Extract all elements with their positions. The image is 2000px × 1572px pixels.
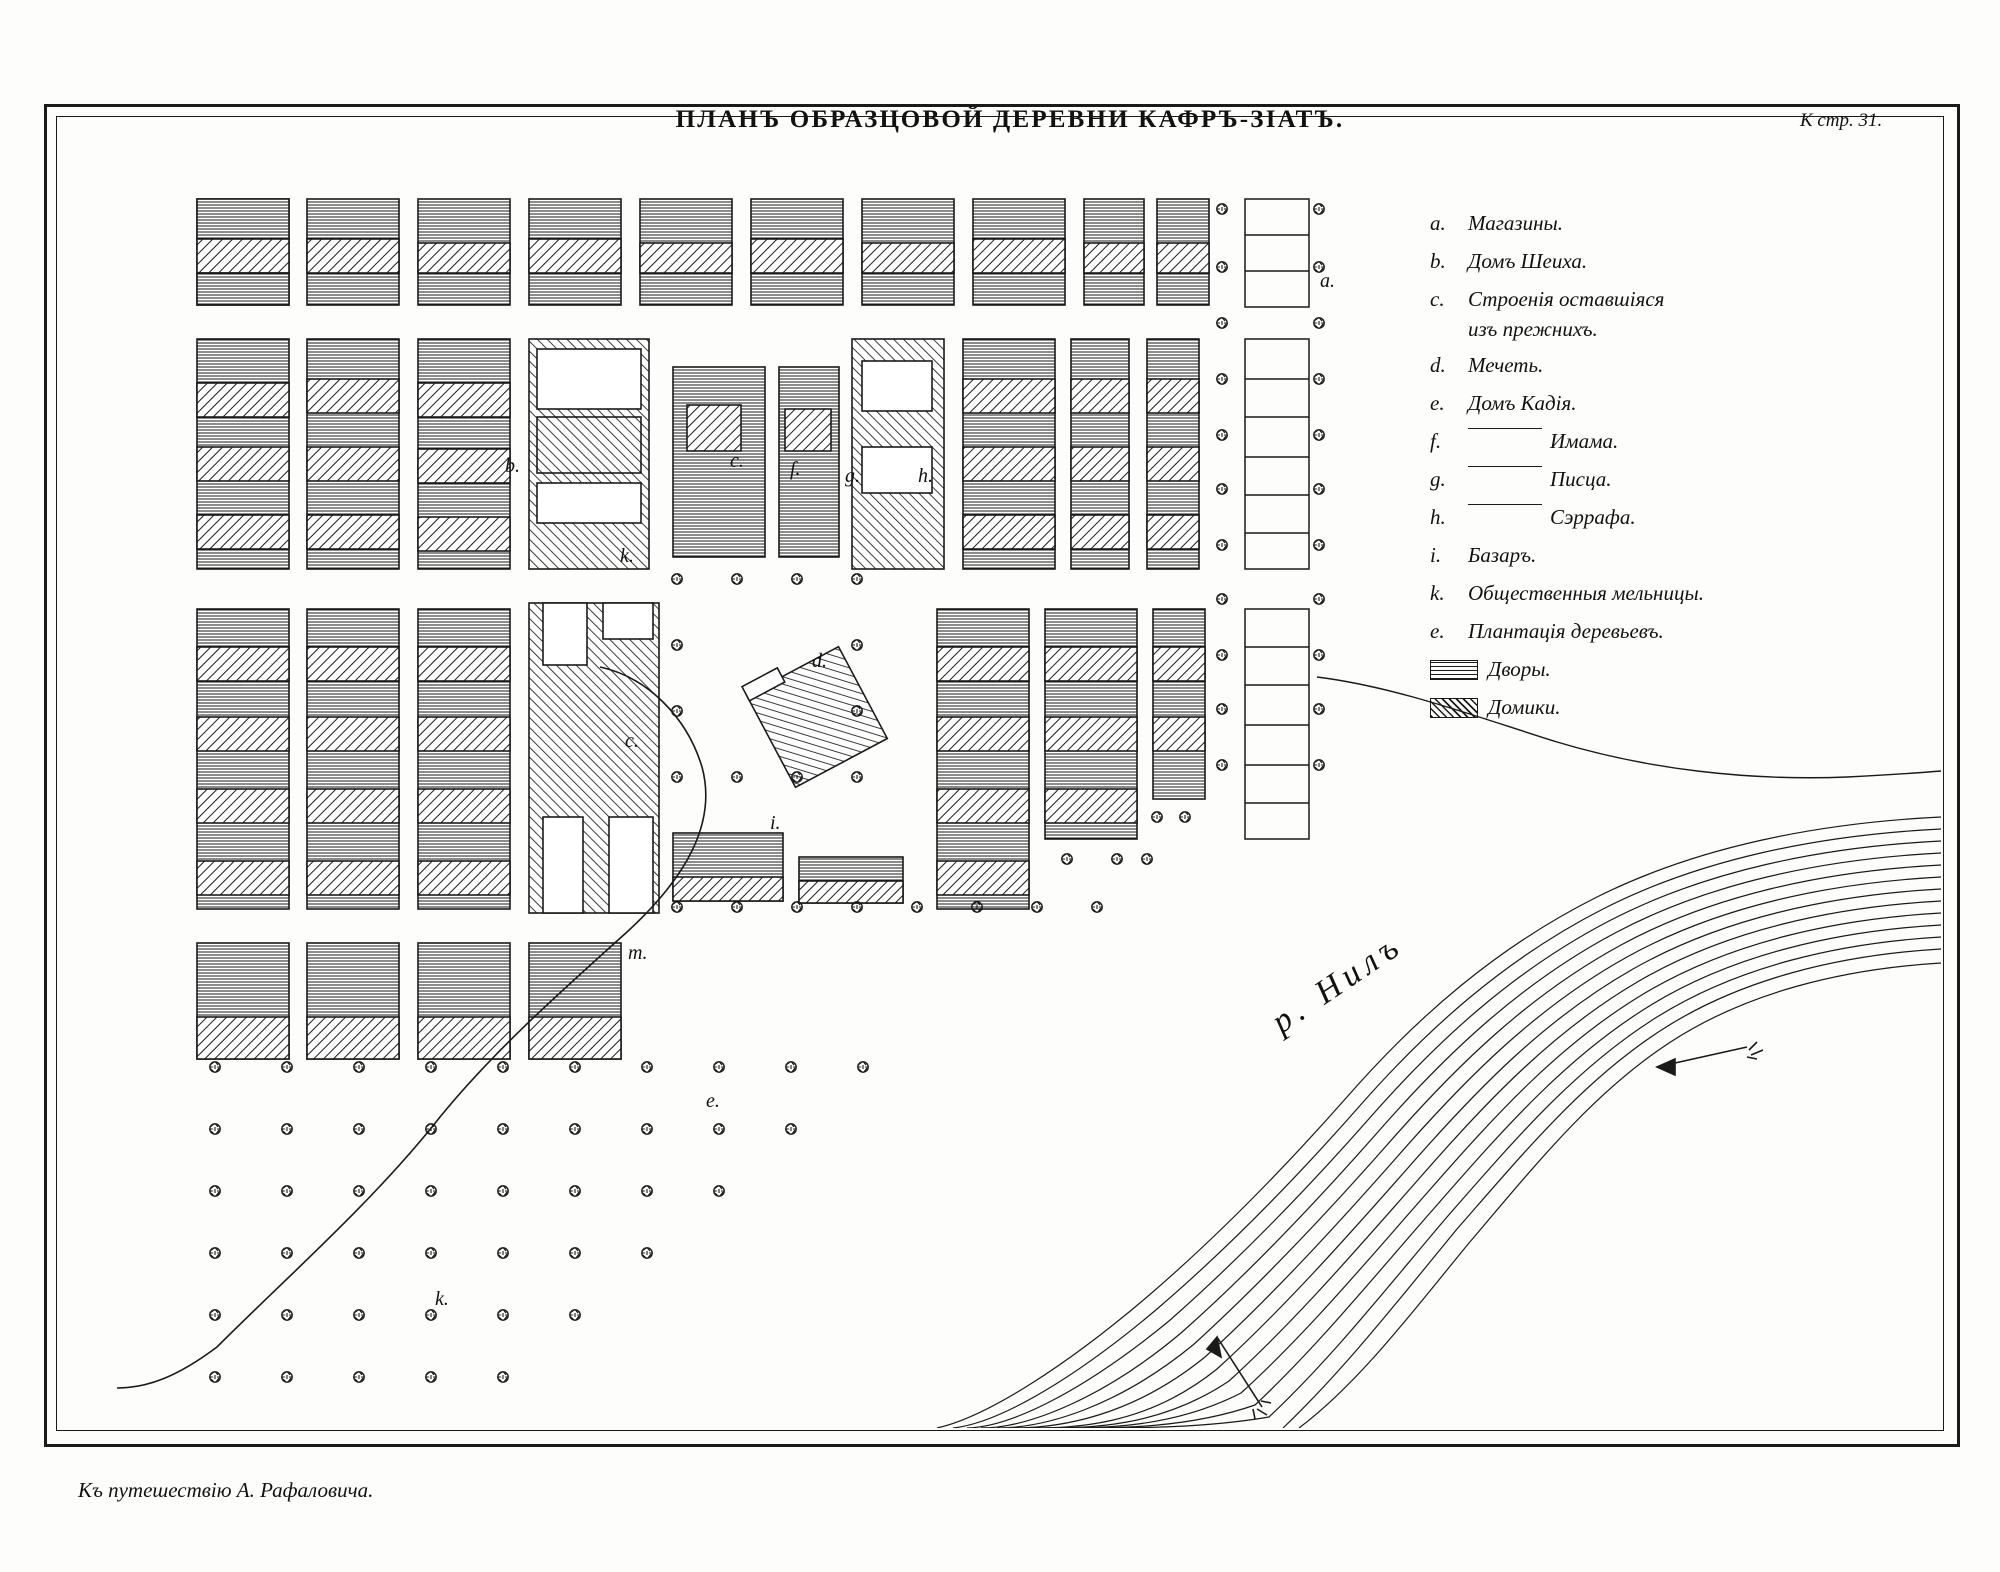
legend-text-a: Магазины. (1468, 211, 1563, 235)
legend-item-e (1430, 390, 1860, 416)
legend-text-c-cont: изъ прежнихъ. (1468, 317, 1598, 341)
legend-text-plantation: Плантація деревьевъ. (1468, 619, 1664, 643)
map-label-c2: c. (625, 730, 639, 752)
map-label-k2: k. (435, 1288, 449, 1310)
legend-item-c (1430, 286, 1860, 312)
legend-text-k: Общественныя мельницы. (1468, 581, 1704, 605)
legend-dash-g (1468, 466, 1542, 467)
map-label-k1: k. (620, 545, 634, 567)
legend-text-e: Домъ Кадія. (1468, 391, 1577, 415)
legend-text-yards: Дворы. (1488, 657, 1551, 681)
legend (1430, 210, 1860, 732)
map-label-g: g. (845, 465, 860, 487)
legend-text-i: Базаръ. (1468, 543, 1537, 567)
legend-text-c: Строенія оставшіяся (1468, 287, 1665, 311)
legend-key-e: e. (1430, 391, 1445, 415)
legend-key-plantation: e. (1430, 619, 1445, 643)
legend-key-i: i. (1430, 543, 1442, 567)
legend-text-houses: Домики. (1488, 695, 1561, 719)
legend-item-k (1430, 580, 1860, 606)
map-label-m: m. (628, 942, 648, 964)
legend-item-yards (1430, 656, 1860, 682)
credit-line: Къ путешествію А. Рафаловича. (78, 1478, 374, 1502)
legend-key-b: b. (1430, 249, 1446, 273)
map-label-e: e. (706, 1090, 720, 1112)
map-label-i: i. (770, 812, 781, 834)
map-label-a: a. (1320, 270, 1335, 292)
legend-key-d: d. (1430, 353, 1446, 377)
legend-item-plantation (1430, 618, 1860, 644)
legend-item-a (1430, 210, 1860, 236)
map-label-b: b. (505, 455, 520, 477)
legend-item-i (1430, 542, 1860, 568)
legend-dash-h (1468, 504, 1542, 505)
legend-text-g: Писца. (1550, 467, 1612, 491)
legend-key-h: h. (1430, 505, 1446, 529)
map-label-c1: c. (730, 450, 744, 472)
legend-text-d: Мечеть. (1468, 353, 1544, 377)
legend-key-g: g. (1430, 467, 1446, 491)
map-label-h1: h. (918, 465, 933, 487)
legend-item-houses (1430, 694, 1860, 720)
legend-item-g (1430, 466, 1860, 492)
legend-item-f (1430, 428, 1860, 454)
page-title: ПЛАНЪ ОБРАЗЦОВОЙ ДЕРЕВНИ КАФРЪ-ЗІАТЪ. (675, 106, 1345, 133)
legend-key-k: k. (1430, 581, 1445, 605)
legend-item-b (1430, 248, 1860, 274)
river-label: р. Нилъ (1265, 926, 1411, 1041)
legend-dash-f (1468, 428, 1542, 429)
legend-key-c: c. (1430, 287, 1445, 311)
legend-text-b: Домъ Шеиха. (1468, 249, 1588, 273)
map-label-f: f. (790, 458, 801, 480)
legend-key-f: f. (1430, 429, 1442, 453)
legend-item-h (1430, 504, 1860, 530)
legend-text-h: Сэррафа. (1550, 505, 1636, 529)
legend-text-f: Имама. (1550, 429, 1619, 453)
legend-swatch-yards (1430, 660, 1478, 680)
page-reference: К стр. 31. (1800, 110, 1883, 131)
legend-key-a: a. (1430, 211, 1446, 235)
title-row (0, 52, 2000, 133)
legend-item-d (1430, 352, 1860, 378)
map-label-d: d. (812, 650, 827, 672)
legend-swatch-houses (1430, 698, 1478, 718)
